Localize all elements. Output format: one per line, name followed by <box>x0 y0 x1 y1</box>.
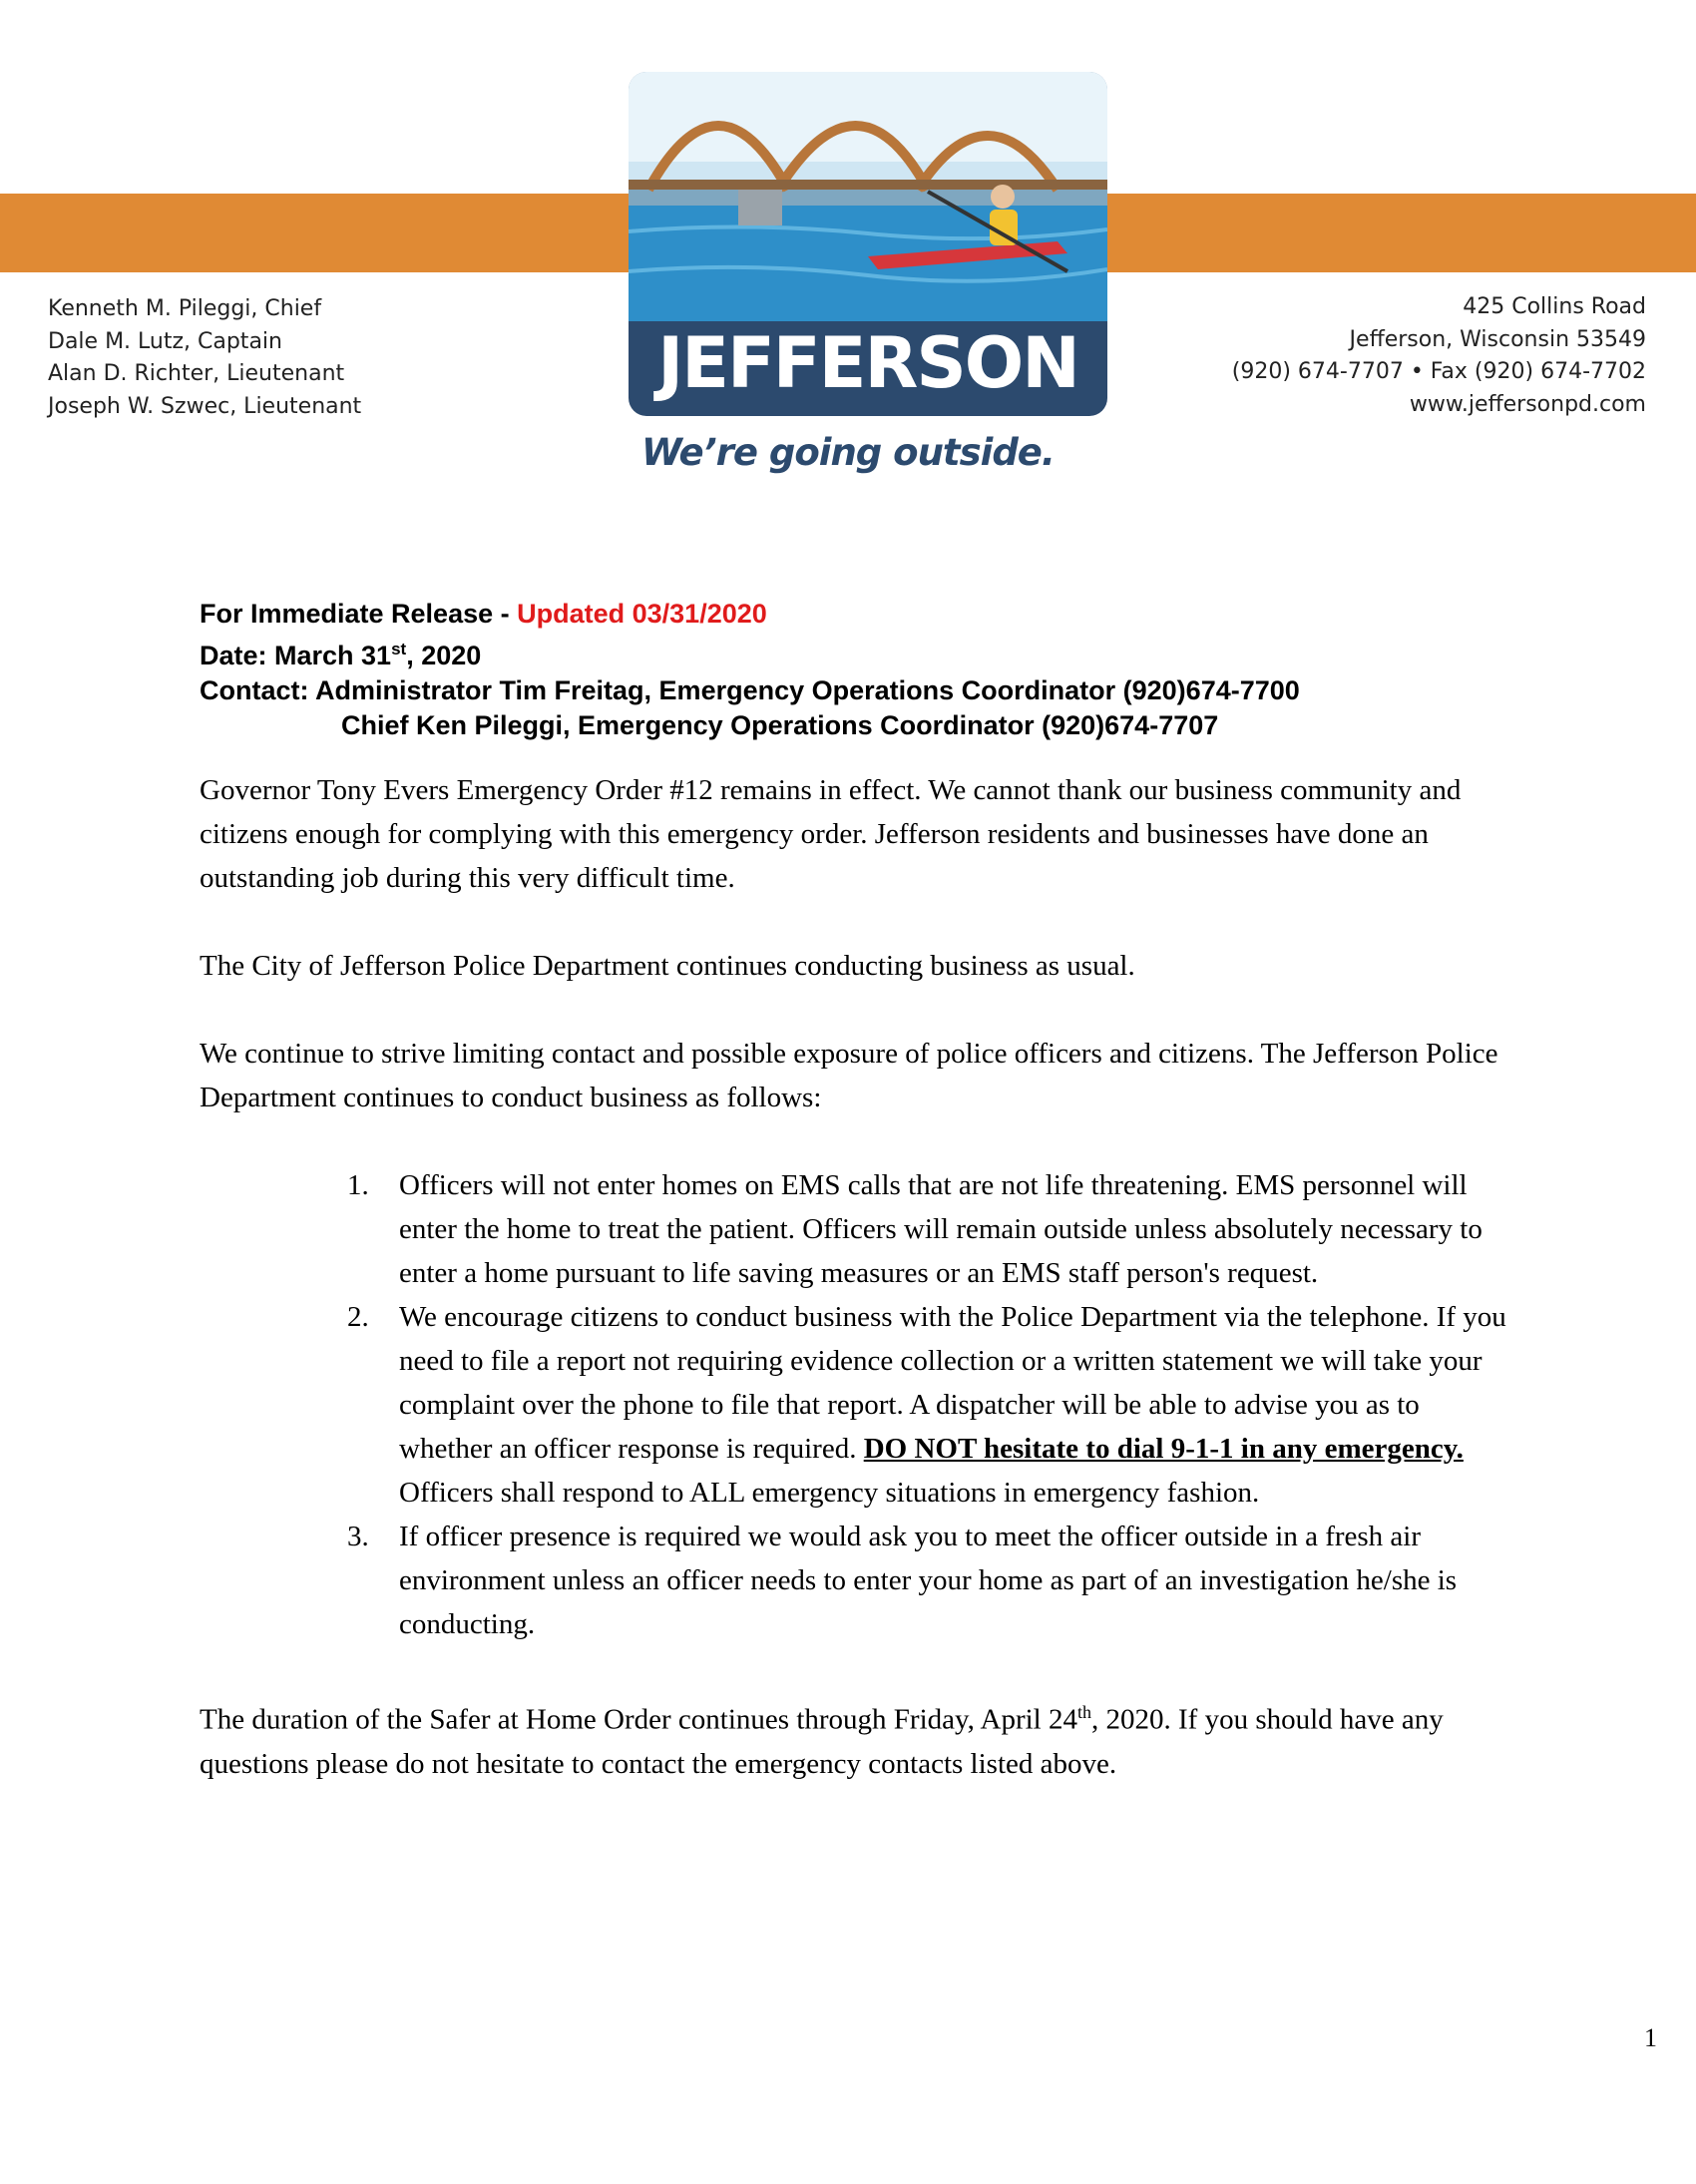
date-suffix: th <box>1076 1702 1091 1722</box>
paragraph-4-text: The duration of the Safer at Home Order continues through Friday, April 24 <box>200 1703 1077 1736</box>
paragraph-3: We continue to strive limiting contact and possible exposure of police officers and citizens. The Jefferson Police Department continues to conduct business as follows: <box>200 1038 1498 1113</box>
list-text: We encourage citizens to conduct business with the Police Department via the telephone. If you need to file a report not requiring evidence collection or a written statement we will take your complaint over the phone to file that report. A dispatcher will be able to advise you as to whether an officer response is required. <box>399 1301 1506 1465</box>
release-line <box>200 597 1300 632</box>
date-line <box>200 632 1300 673</box>
address-block <box>1232 291 1646 421</box>
staff-line: Dale M. Lutz, Captain <box>48 328 282 354</box>
emergency-notice: DO NOT hesitate to dial 9-1-1 in any emergency. <box>863 1433 1464 1465</box>
release-label: For Immediate Release - <box>200 599 518 629</box>
list-text: If officer presence is required we would ask you to meet the officer outside in a fresh air environment unless an officer needs to enter your home as part of an investigation he/she is conducting. <box>399 1521 1458 1640</box>
address-line: 425 Collins Road <box>1463 294 1646 319</box>
date-year: , 2020 <box>406 641 482 670</box>
website-line: www.jeffersonpd.com <box>1409 391 1646 417</box>
staff-list <box>48 293 361 423</box>
list-text: Officers will not enter homes on EMS calls that are not life threatening. EMS personnel will enter the home to treat the patient. Officers will remain outside unless absolutely necessary to enter a home pursuant to life saving measures or an EMS staff person's request. <box>399 1169 1483 1289</box>
contact-line-2 <box>200 708 1300 743</box>
updated-label: Updated 03/31/2020 <box>517 599 767 629</box>
contact-line <box>200 673 1300 708</box>
list-number: 1. <box>347 1169 369 1201</box>
list-item <box>200 1515 1516 1646</box>
staff-line: Kenneth M. Pileggi, Chief <box>48 296 322 321</box>
paragraph-4-text-end: , 2020. If you should have any questions please do not hesitate to contact the emergency contacts listed above. <box>200 1703 1444 1780</box>
paragraph-1: Governor Tony Evers Emergency Order #12 remains in effect. We cannot thank our business community and citizens enough for complying with this emergency order. Jefferson residents and businesses have done an outstanding job during this very difficult time. <box>200 774 1462 894</box>
phone-line: (920) 674-7707 • Fax (920) 674-7702 <box>1231 359 1646 384</box>
release-header <box>200 597 1300 743</box>
staff-line: Joseph W. Szwec, Lieutenant <box>48 393 362 419</box>
staff-line: Alan D. Richter, Lieutenant <box>48 361 345 386</box>
paragraph-2: The City of Jefferson Police Department continues conducting business as usual. <box>200 950 1135 982</box>
list-text: Officers shall respond to ALL emergency situations in emergency fashion. <box>399 1477 1260 1509</box>
contact-label: Contact: <box>200 675 315 705</box>
list-item <box>200 1295 1516 1515</box>
address-line: Jefferson, Wisconsin 53549 <box>1349 326 1646 352</box>
tagline: We’re going outside. <box>641 431 1055 474</box>
date-label: Date: March 31 <box>200 641 392 670</box>
bridge-kayak-scene <box>629 72 1107 321</box>
list-item <box>200 1163 1516 1295</box>
date-suffix: st <box>391 640 407 658</box>
contact-2: Chief Ken Pileggi, Emergency Operations Coordinator (920)674-7707 <box>341 710 1219 740</box>
contact-1: Administrator Tim Freitag, Emergency Operations Coordinator (920)674-7700 <box>315 675 1300 705</box>
procedures-list <box>200 1163 1516 1646</box>
list-number: 2. <box>347 1301 369 1333</box>
page-number: 1 <box>1644 2023 1657 2052</box>
paragraph-4 <box>200 1690 1516 1786</box>
logo-name: JEFFERSON <box>657 322 1078 404</box>
jefferson-logo <box>629 72 1107 416</box>
release-body <box>200 768 1516 1830</box>
list-number: 3. <box>347 1521 369 1552</box>
